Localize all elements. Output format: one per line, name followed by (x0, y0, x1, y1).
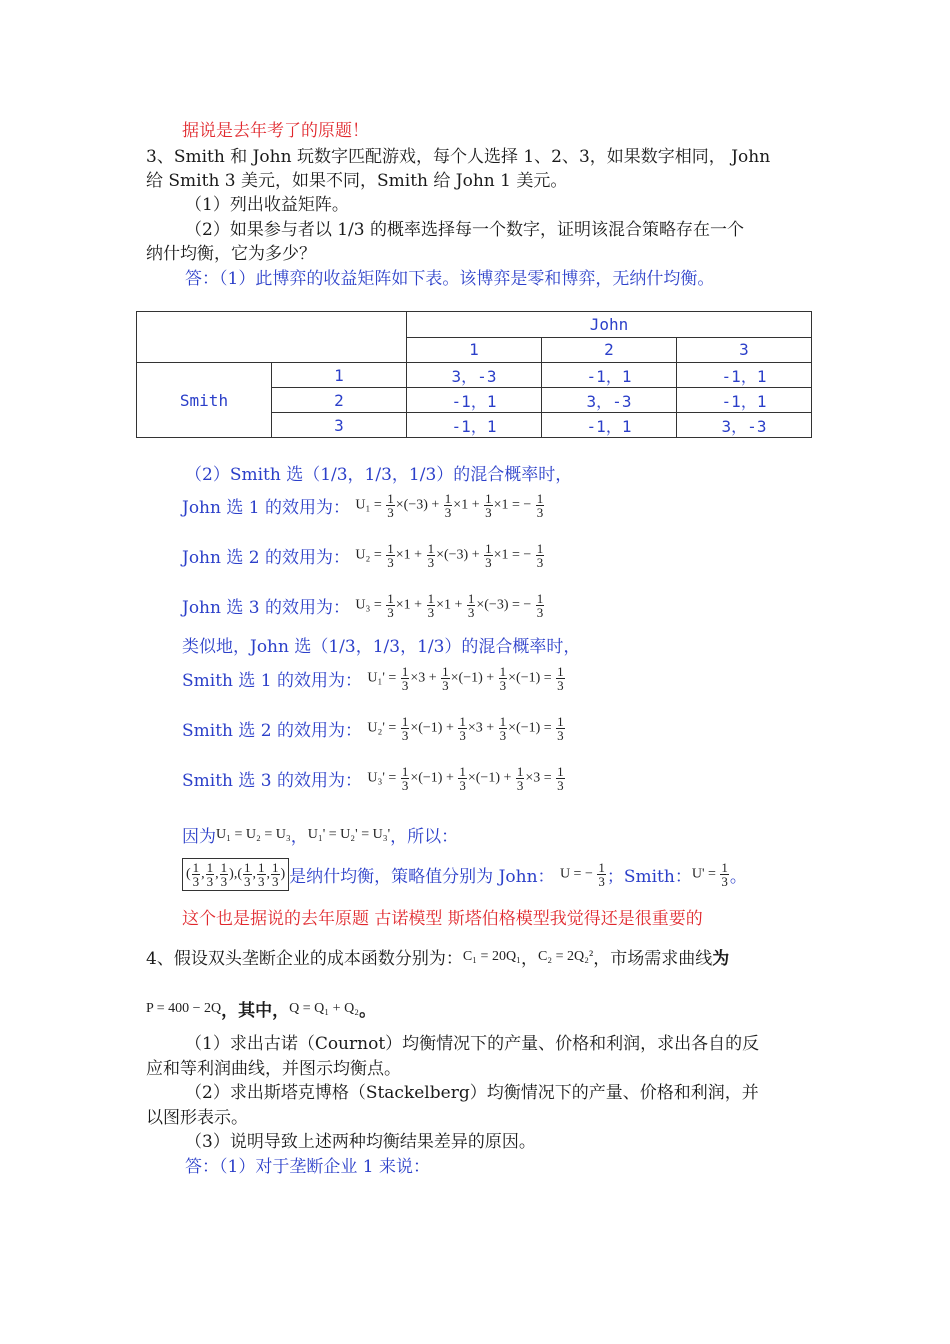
q4-part-3: （3）说明导致上述两种均衡结果差异的原因。 (185, 1132, 536, 1152)
q4-part-2b: 以图形表示。 (146, 1108, 248, 1128)
similarly-line: 类似地，John 选（1/3，1/3，1/3）的混合概率时， (182, 637, 581, 657)
row-head: 2 (272, 388, 407, 413)
col-head: 1 (407, 337, 542, 363)
payoff-cell: -1，1 (677, 388, 812, 413)
john-utility-1: John 选 1 的效用为： U₁ = $\frac{1}{3}$ ×(−3) + $\frac{1}{3}$ ×1 + $\frac{1}{3}$ ×1 = − $\frac{1}{3}$ (182, 491, 544, 520)
smith-utility-3: Smith 选 3 的效用为： U₃' = $\frac{1}{3}$ ×(−1) + $\frac{1}{3}$ ×(−1) + $\frac{1}{3}$ ×3 = $\frac{1}{3}$ (182, 764, 564, 793)
john-utility-3: John 选 3 的效用为： U₃ = $\frac{1}{3}$ ×1 + $\frac{1}{3}$ ×1 + $\frac{1}{3}$ ×(−3) = − $\frac{1}{3}$ (182, 591, 544, 620)
q4-part-1a: （1）求出古诺（Cournot）均衡情况下的产量、价格和利润，求出各自的反 (185, 1034, 760, 1054)
note-heading-1: 据说是去年考了的原题！ (182, 121, 369, 141)
answer-2-intro: （2）Smith 选（1/3，1/3，1/3）的混合概率时， (185, 465, 573, 485)
q4-demand-line: P = 400 − 2Q，其中，Q = Q₁ + Q₂。 (146, 1000, 377, 1021)
smith-utility-2: Smith 选 2 的效用为： U₂' = $\frac{1}{3}$ ×(−1) + $\frac{1}{3}$ ×3 + $\frac{1}{3}$ ×(−1) = $\frac{1}{3}$ (182, 714, 564, 743)
equilibrium-line: ( $\frac{1}{3}$ , $\frac{1}{3}$ , $\frac{1}{3}$ ),( $\frac{1}{3}$ , $\frac{1}{3}$ , $\frac{1}{3}$ ) 是纳什均衡，策略值分别为 John： U = − $\frac{1}{3}$ ；Smith：U' = $\frac{1}{3}$ 。 (182, 858, 747, 891)
note-heading-2: 这个也是据说的去年原题 古诺模型 斯塔伯格模型我觉得还是很重要的 (182, 909, 703, 929)
q4-part-1b: 应和等利润曲线，并图示均衡点。 (146, 1059, 401, 1079)
row-player-label: Smith (137, 363, 272, 438)
q4-answer: 答：（1）对于垄断企业 1 来说： (185, 1157, 430, 1177)
smith-utility-1: Smith 选 1 的效用为： U₁' = $\frac{1}{3}$ ×3 + $\frac{1}{3}$ ×(−1) + $\frac{1}{3}$ ×(−1) = $\frac{1}{3}$ (182, 664, 564, 693)
payoff-cell: -1，1 (407, 413, 542, 438)
payoff-cell: -1，1 (677, 363, 812, 388)
q3-part-2b: 纳什均衡，它为多少？ (146, 244, 316, 264)
q4-line-1: 4、假设双头垄断企业的成本函数分别为：C₁ = 20Q₁，C₂ = 2Q₂²，市场需求曲线为 (146, 948, 730, 969)
row-head: 3 (272, 413, 407, 438)
q3-line-2: 给 Smith 3 美元，如果不同，Smith 给 John 1 美元。 (146, 171, 568, 191)
q4-part-2a: （2）求出斯塔克博格（Stackelberg）均衡情况下的产量、价格和利润，并 (185, 1083, 759, 1103)
payoff-cell: -1，1 (542, 363, 677, 388)
payoff-cell: 3，-3 (677, 413, 812, 438)
payoff-matrix (136, 311, 812, 438)
because-line: 因为U₁ = U₂ = U₃，U₁' = U₂' = U₃'，所以： (182, 826, 459, 847)
payoff-cell: -1，1 (542, 413, 677, 438)
q3-part-1: （1）列出收益矩阵。 (185, 195, 349, 215)
payoff-cell: 3，-3 (407, 363, 542, 388)
john-utility-2: John 选 2 的效用为： U₂ = $\frac{1}{3}$ ×1 + $\frac{1}{3}$ ×(−3) + $\frac{1}{3}$ ×1 = − $\frac{1}{3}$ (182, 541, 544, 570)
q3-line-1: 3、Smith 和 John 玩数字匹配游戏，每个人选择 1、2、3，如果数字相同， John (146, 147, 771, 167)
q3-answer-1: 答：（1）此博弈的收益矩阵如下表。该博弈是零和博弈，无纳什均衡。 (185, 269, 715, 289)
payoff-cell: -1，1 (407, 388, 542, 413)
payoff-cell: 3，-3 (542, 388, 677, 413)
col-player-label: John (407, 312, 812, 338)
col-head: 2 (542, 337, 677, 363)
q3-part-2a: （2）如果参与者以 1/3 的概率选择每一个数字，证明该混合策略存在一个 (185, 220, 744, 240)
col-head: 3 (677, 337, 812, 363)
row-head: 1 (272, 363, 407, 388)
